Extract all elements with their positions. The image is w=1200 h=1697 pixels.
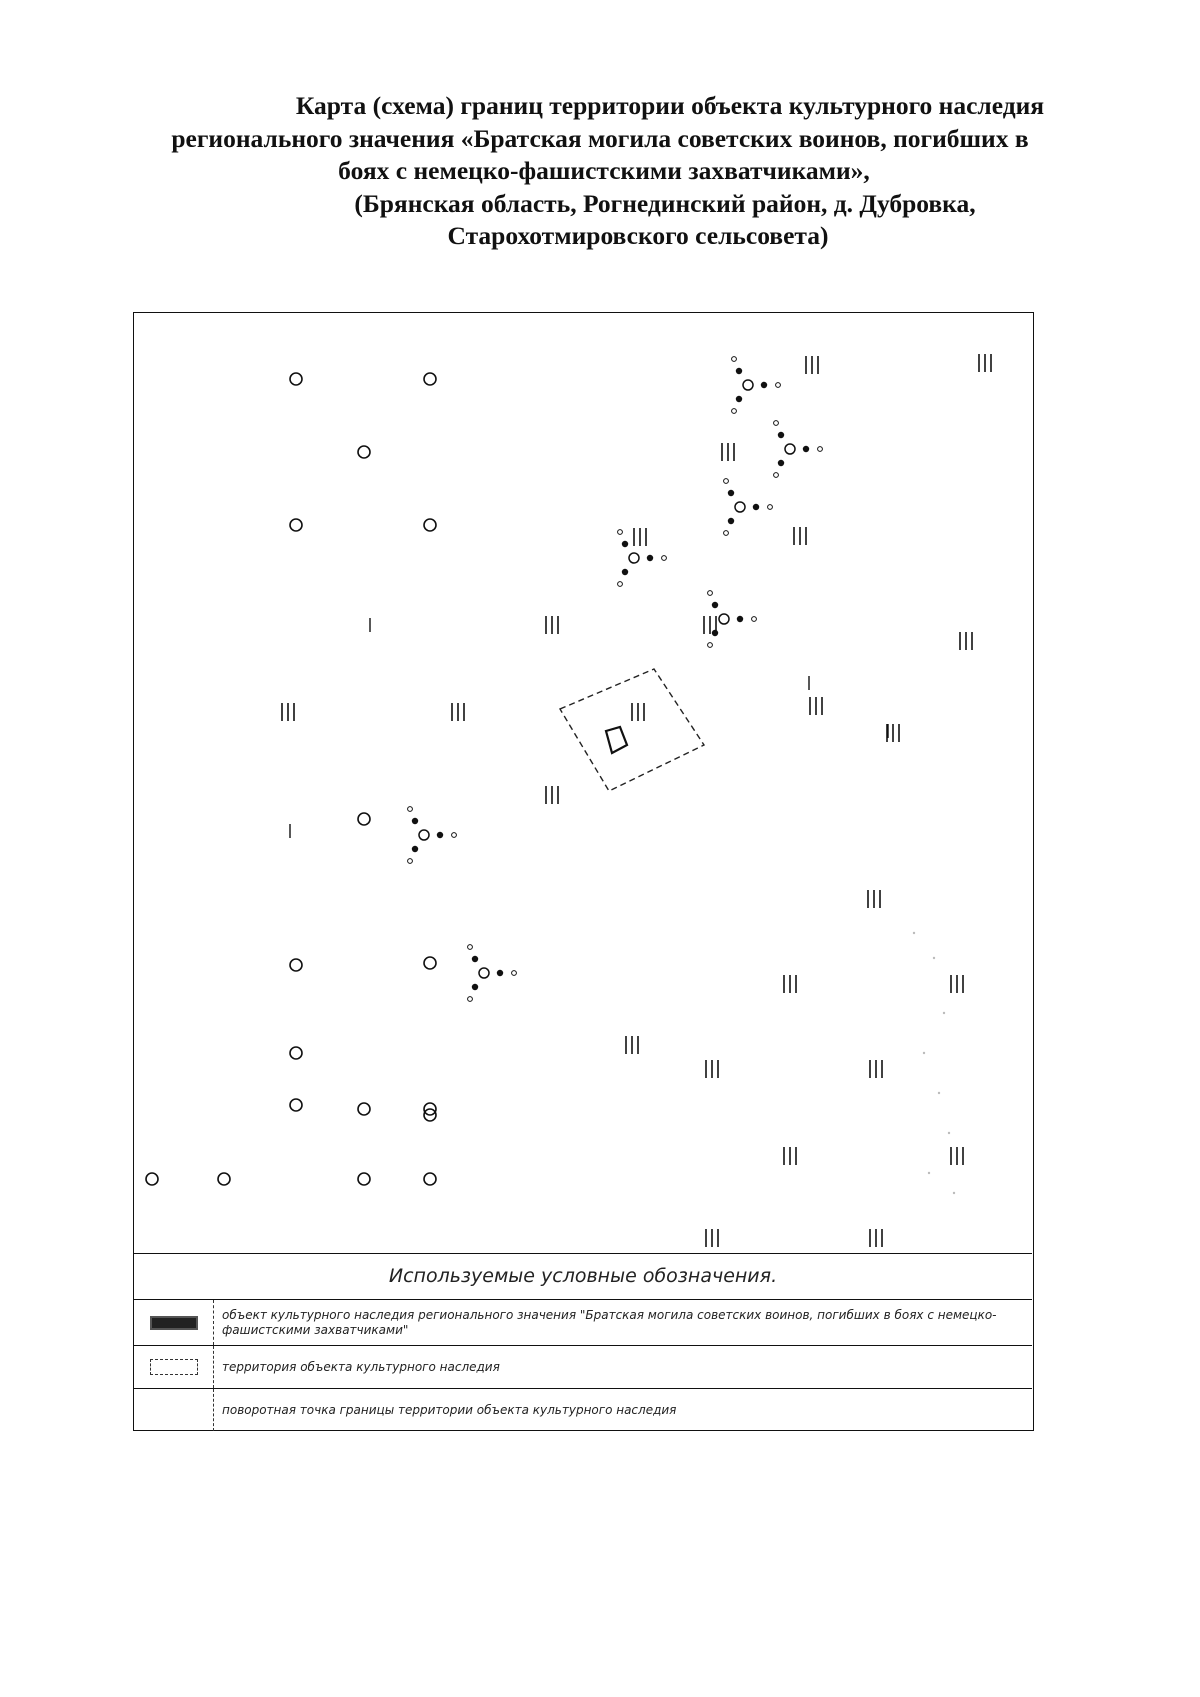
tree-group-symbol — [472, 956, 478, 962]
tree-group-symbol — [622, 541, 628, 547]
tree-symbol — [358, 813, 370, 825]
tree-symbol — [290, 1099, 302, 1111]
tree-group-symbol — [622, 569, 628, 575]
tree-group-symbol — [728, 490, 734, 496]
legend-text-turning-point: поворотная точка границы территории объекта культурного наследия — [222, 1402, 677, 1417]
map-symbols-layer — [146, 354, 991, 1247]
tree-group-symbol — [724, 531, 729, 536]
territory-boundary — [560, 669, 704, 791]
map-area — [134, 313, 1032, 1253]
heritage-territory — [560, 669, 704, 791]
tree-group-symbol — [618, 582, 623, 587]
scan-speckle — [913, 932, 915, 934]
tree-group-symbol — [497, 970, 503, 976]
tree-group-symbol — [778, 460, 784, 466]
legend-symbol-cell — [134, 1346, 214, 1388]
tree-group-symbol — [712, 630, 718, 636]
tree-group-symbol — [708, 643, 713, 648]
tree-group-symbol — [468, 997, 473, 1002]
tree-group-symbol — [778, 432, 784, 438]
tree-group-symbol — [761, 382, 767, 388]
map-title — [0, 90, 1200, 253]
tree-group-symbol — [412, 846, 418, 852]
tree-group-symbol — [472, 984, 478, 990]
title-line-1: Карта (схема) границ территории объекта культурного наследия — [295, 91, 1045, 120]
legend-symbol-cell — [134, 1389, 214, 1431]
tree-group-symbol — [752, 617, 757, 622]
tree-group-symbol — [743, 380, 753, 390]
tree-group-symbol — [728, 518, 734, 524]
tree-symbol — [424, 519, 436, 531]
tree-symbol — [424, 1173, 436, 1185]
tree-group-symbol — [724, 479, 729, 484]
tree-group-symbol — [803, 446, 809, 452]
scan-speckle — [923, 1052, 925, 1054]
tree-group-symbol — [736, 368, 742, 374]
tree-symbol — [358, 1173, 370, 1185]
grave-object-outline — [606, 727, 627, 753]
tree-group-symbol — [708, 591, 713, 596]
tree-group-symbol — [512, 971, 517, 976]
legend-row-territory — [134, 1346, 1032, 1389]
scan-speckle — [938, 1092, 940, 1094]
scan-speckle — [948, 1132, 950, 1134]
tree-group-symbol — [468, 945, 473, 950]
tree-symbol — [424, 957, 436, 969]
tree-group-symbol — [732, 357, 737, 362]
tree-symbol — [290, 1047, 302, 1059]
title-line-5: Старохотмировского сельсовета) — [447, 221, 829, 250]
scan-speckle — [943, 1012, 945, 1014]
territory-icon — [150, 1359, 198, 1375]
tree-group-symbol — [768, 505, 773, 510]
tree-group-symbol — [774, 473, 779, 478]
tree-symbol — [290, 959, 302, 971]
tree-group-symbol — [712, 602, 718, 608]
tree-group-symbol — [618, 530, 623, 535]
scan-speckle — [928, 1172, 930, 1174]
tree-group-symbol — [479, 968, 489, 978]
legend-text-territory: территория объекта культурного наследия — [222, 1359, 500, 1374]
tree-group-symbol — [408, 859, 413, 864]
tree-group-symbol — [647, 555, 653, 561]
legend-title: Используемые условные обозначения. — [134, 1254, 1032, 1300]
tree-group-symbol — [412, 818, 418, 824]
tree-group-symbol — [408, 807, 413, 812]
legend-symbol-cell — [134, 1300, 214, 1345]
scan-speckle — [933, 957, 935, 959]
legend-row-turning-point — [134, 1389, 1032, 1431]
tree-group-symbol — [735, 502, 745, 512]
tree-symbol — [424, 373, 436, 385]
tree-group-symbol — [719, 614, 729, 624]
title-line-2: регионального значения «Братская могила советских воинов, погибших в — [171, 123, 1029, 153]
title-line-3: боях с немецко-фашистскими захватчиками», — [338, 156, 870, 185]
tree-symbol — [358, 446, 370, 458]
tree-symbol — [146, 1173, 158, 1185]
map-drawing — [134, 313, 1032, 1253]
tree-group-symbol — [452, 833, 457, 838]
legend-text-object: объект культурного наследия регионального значения "Братская могила советских воинов, погибших в боях с немецко-фашистскими захватчиками" — [222, 1307, 997, 1337]
legend — [134, 1253, 1032, 1430]
tree-symbol — [290, 373, 302, 385]
tree-group-symbol — [419, 830, 429, 840]
tree-group-symbol — [437, 832, 443, 838]
tree-symbol — [218, 1173, 230, 1185]
tree-group-symbol — [629, 553, 639, 563]
tree-group-symbol — [776, 383, 781, 388]
scan-speckle — [953, 1192, 955, 1194]
tree-group-symbol — [732, 409, 737, 414]
tree-group-symbol — [785, 444, 795, 454]
tree-group-symbol — [736, 396, 742, 402]
tree-group-symbol — [737, 616, 743, 622]
tree-symbol — [290, 519, 302, 531]
object-icon — [150, 1316, 198, 1330]
tree-symbol — [358, 1103, 370, 1115]
tree-group-symbol — [818, 447, 823, 452]
tree-group-symbol — [774, 421, 779, 426]
legend-row-object — [134, 1300, 1032, 1346]
tree-group-symbol — [662, 556, 667, 561]
map-frame — [133, 312, 1034, 1431]
tree-group-symbol — [753, 504, 759, 510]
title-line-4: (Брянская область, Рогнединский район, д. Дубровка, — [354, 188, 976, 218]
